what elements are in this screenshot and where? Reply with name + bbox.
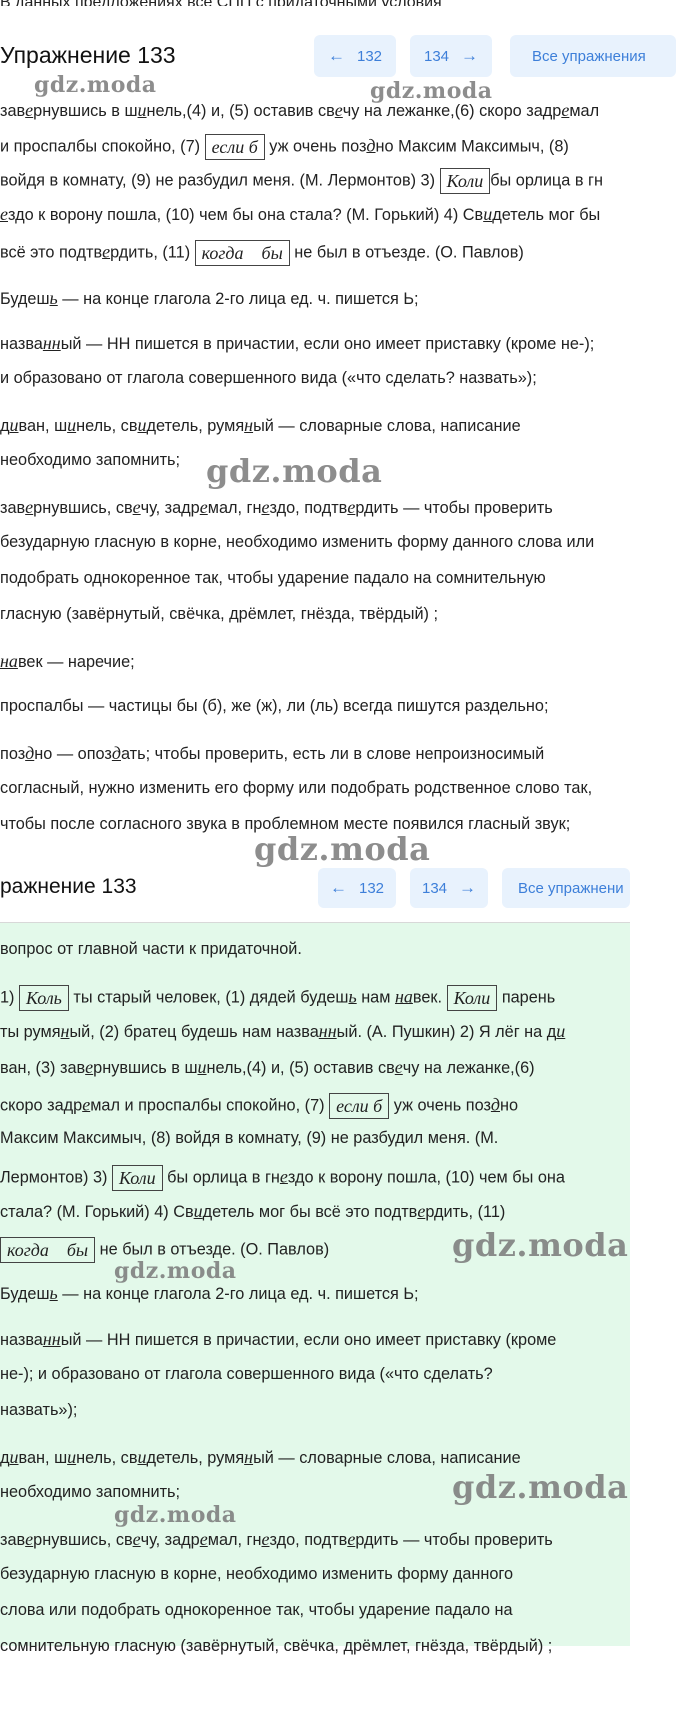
next-exercise-label: 134 <box>421 879 448 897</box>
arrow-left-icon: ← <box>327 46 345 65</box>
next-exercise-button[interactable] <box>410 35 492 77</box>
conjunction-box: когда бы <box>195 240 290 266</box>
watermark: gdz.moda <box>452 1468 629 1506</box>
text-line: необходимо запомнить; <box>0 1483 181 1501</box>
conjunction-box: Коли <box>440 168 491 194</box>
next-exercise-label: 134 <box>423 47 450 65</box>
divider <box>0 922 630 923</box>
next-exercise-button[interactable] <box>410 868 488 908</box>
all-exercises-button[interactable]: Все упражнени <box>502 868 630 908</box>
watermark: gdz.moda <box>34 72 157 98</box>
watermark: gdz.moda <box>452 1226 629 1264</box>
text-line: ты румяный, (2) братец будешь нам названный. (А. Пушкин) 2) Я лёг на ди <box>0 1021 566 1041</box>
all-exercises-button[interactable]: Все упражнения <box>510 35 676 77</box>
text-line: диван, шинель, свидетель, румяный — словарные слова, написание <box>0 1447 521 1467</box>
text-line: и проспалбы спокойно, (7) если б уж очень поздно Максим Максимыч, (8) <box>0 134 569 160</box>
text-line: завернувшись, свечу, задремал, гнездо, подтвердить — чтобы проверить <box>0 1529 553 1549</box>
text-line: войдя в комнату, (9) не разбудил меня. (М. Лермонтов) 3) Коли бы орлица в гн <box>0 168 603 194</box>
watermark: gdz.moda <box>370 78 493 104</box>
page-title: Упражнение 133 <box>0 42 176 68</box>
text-line: всё это подтвердить, (11) когда бы не был в отъезде. (О. Павлов) <box>0 240 524 266</box>
text-line: скоро задремал и проспалбы спокойно, (7) если б уж очень поздно <box>0 1093 518 1119</box>
watermark: gdz.moda <box>206 452 383 490</box>
conjunction-box: если б <box>329 1093 389 1119</box>
text-line: согласный, нужно изменить его форму или подобрать родственное слово так, <box>0 779 593 797</box>
prev-exercise-label: 132 <box>358 879 385 897</box>
text-line: диван, шинель, свидетель, румяный — словарные слова, написание <box>0 415 521 435</box>
text-line: Лермонтов) 3) Коли бы орлица в гнездо к ворону пошла, (10) чем бы она <box>0 1165 565 1191</box>
prev-exercise-button[interactable] <box>318 868 396 908</box>
arrow-right-icon[interactable]: → <box>461 46 479 65</box>
arrow-right-icon[interactable]: → <box>459 878 477 897</box>
text-line: слова или подобрать однокоренное так, чтобы ударение падало на <box>0 1601 513 1619</box>
arrow-left-icon: ← <box>329 878 347 897</box>
text-line: названный — НН пишется в причастии, если оно имеет приставку (кроме не-); <box>0 333 595 353</box>
text-line: ван, (3) завернувшись в шинель,(4) и, (5) оставив свечу на лежанке,(6) <box>0 1057 535 1077</box>
text-line: поздно — опоздать; чтобы проверить, есть ли в слове непроизносимый <box>0 743 545 763</box>
text-line: не-); и образовано от глагола совершенного вида («что сделать? <box>0 1365 493 1383</box>
watermark: gdz.moda <box>114 1258 237 1284</box>
watermark: gdz.moda <box>114 1502 237 1528</box>
text-line: проспалбы — частицы бы (б), же (ж), ли (ль) всегда пишутся раздельно; <box>0 697 549 715</box>
text-line: стала? (М. Горький) 4) Свидетель мог бы всё это подтвердить, (11) <box>0 1201 506 1221</box>
text-line: завернувшись в шинель,(4) и, (5) оставив свечу на лежанке,(6) скоро задремал <box>0 100 600 120</box>
prev-exercise-button[interactable] <box>314 35 396 77</box>
conjunction-box: Коли <box>447 985 498 1011</box>
text-line: когда бы не был в отъезде. (О. Павлов) <box>0 1237 329 1263</box>
text-line: названный — НН пишется в причастии, если оно имеет приставку (кроме <box>0 1329 557 1349</box>
text-line: гласную (завёрнутый, свёчка, дрёмлет, гнёзда, твёрдый) ; <box>0 605 439 623</box>
text-line: завернувшись, свечу, задремал, гнездо, подтвердить — чтобы проверить <box>0 497 553 517</box>
text-line: Максим Максимыч, (8) войдя в комнату, (9) не разбудил меня. (М. <box>0 1129 499 1147</box>
text-line: сомнительную гласную (завёрнутый, свёчка, дрёмлет, гнёзда, твёрдый) ; <box>0 1637 553 1655</box>
text-line: безударную гласную в корне, необходимо изменить форму данного слова или <box>0 533 595 551</box>
text-line: Будешь — на конце глагола 2-го лица ед. ч. пишется Ь; <box>0 288 419 308</box>
text-line: чтобы после согласного звука в проблемном месте появился гласный звук; <box>0 815 571 833</box>
text-line: 1) Коль ты старый человек, (1) дядей будешь нам навек. Коли парень <box>0 985 555 1011</box>
text-line: навек — наречие; <box>0 651 135 671</box>
text-line: необходимо запомнить; <box>0 451 181 469</box>
watermark: gdz.moda <box>254 830 431 868</box>
text-line: и образовано от глагола совершенного вида («что сделать? назвать»); <box>0 369 537 387</box>
page-title: ражнение 133 <box>0 875 137 898</box>
text-line: вопрос от главной части к придаточной. <box>0 940 302 958</box>
conjunction-box: когда бы <box>0 1237 95 1263</box>
text-line: подобрать однокоренное так, чтобы ударение падало на сомнительную <box>0 569 546 587</box>
text-line: назвать»); <box>0 1401 78 1419</box>
prev-exercise-label: 132 <box>356 47 383 65</box>
text-line: безударную гласную в корне, необходимо изменить форму данного <box>0 1565 514 1583</box>
text-line: Будешь — на конце глагола 2-го лица ед. ч. пишется Ь; <box>0 1283 419 1303</box>
conjunction-box: Коль <box>19 985 69 1011</box>
text-line: ездо к ворону пошла, (10) чем бы она стала? (М. Горький) 4) Свидетель мог бы <box>0 204 601 224</box>
conjunction-box: если б <box>205 134 265 160</box>
conjunction-box: Коли <box>112 1165 163 1191</box>
